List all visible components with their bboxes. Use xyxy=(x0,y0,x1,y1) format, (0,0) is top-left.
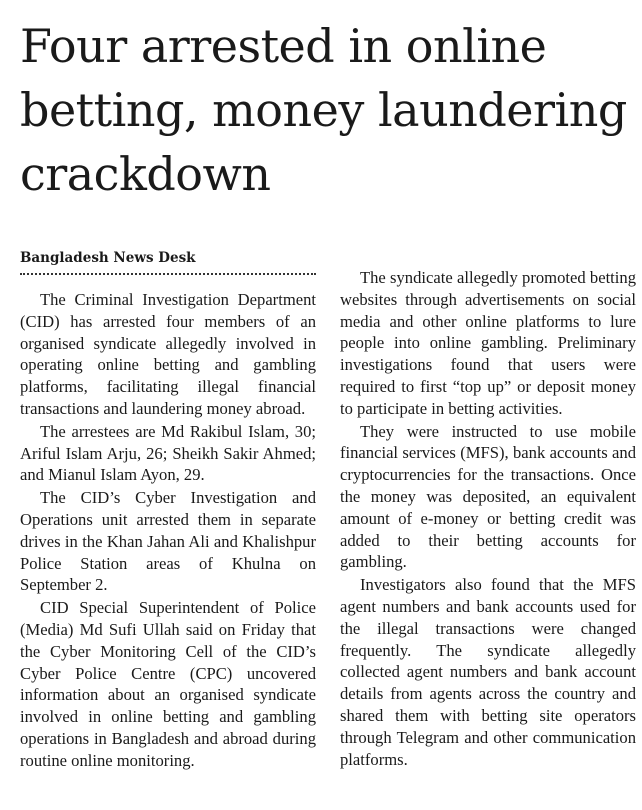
paragraph: The syndicate allegedly promoted betting websites through advertisements on social media and other online platforms to lure people into online gambling. Preliminary investigations found that users were required to first “top up” or deposit money to participate in betting activities. xyxy=(340,268,636,418)
byline-divider xyxy=(20,273,316,275)
headline: Four arrested in online betting, money laundering crackdown xyxy=(20,19,627,201)
paragraph: The CID’s Cyber Investigation and Operations unit arrested them in separate drives in the Khan Jahan Ali and Khalishpur Police Station areas of Khulna on September 2. xyxy=(20,488,316,595)
paragraph: They were instructed to use mobile financial services (MFS), bank accounts and cryptocurrencies for the transactions. Once the money was deposited, an equivalent amount of e-money or betting credit was added to their betting accounts for gambling. xyxy=(340,421,636,572)
article-column-left xyxy=(20,289,316,773)
article-column-right xyxy=(340,267,636,771)
paragraph: The Criminal Investigation Department (CID) has arrested four members of an organised syndicate allegedly involved in operating online betting and gambling platforms, facilitating illegal financial transactions and laundering money abroad. xyxy=(20,290,316,418)
paragraph: CID Special Superintendent of Police (Media) Md Sufi Ullah said on Friday that the Cyber Monitoring Cell of the CID’s Cyber Police Centre (CPC) uncovered information about an organised syndicate involved in online betting and gambling operations in Bangladesh and abroad during routine online monitoring. xyxy=(20,598,316,770)
byline: Bangladesh News Desk xyxy=(20,250,196,266)
paragraph: Investigators also found that the MFS agent numbers and bank accounts used for the illegal transactions were changed frequently. The syndicate allegedly collected agent numbers and bank account details from agents across the country and shared them with betting site operators through Telegram and other communication platforms. xyxy=(340,575,636,769)
paragraph: The arrestees are Md Rakibul Islam, 30; Ariful Islam Arju, 26; Sheikh Sakir Ahmed; and Mianul Islam Ayon, 29. xyxy=(20,421,316,485)
